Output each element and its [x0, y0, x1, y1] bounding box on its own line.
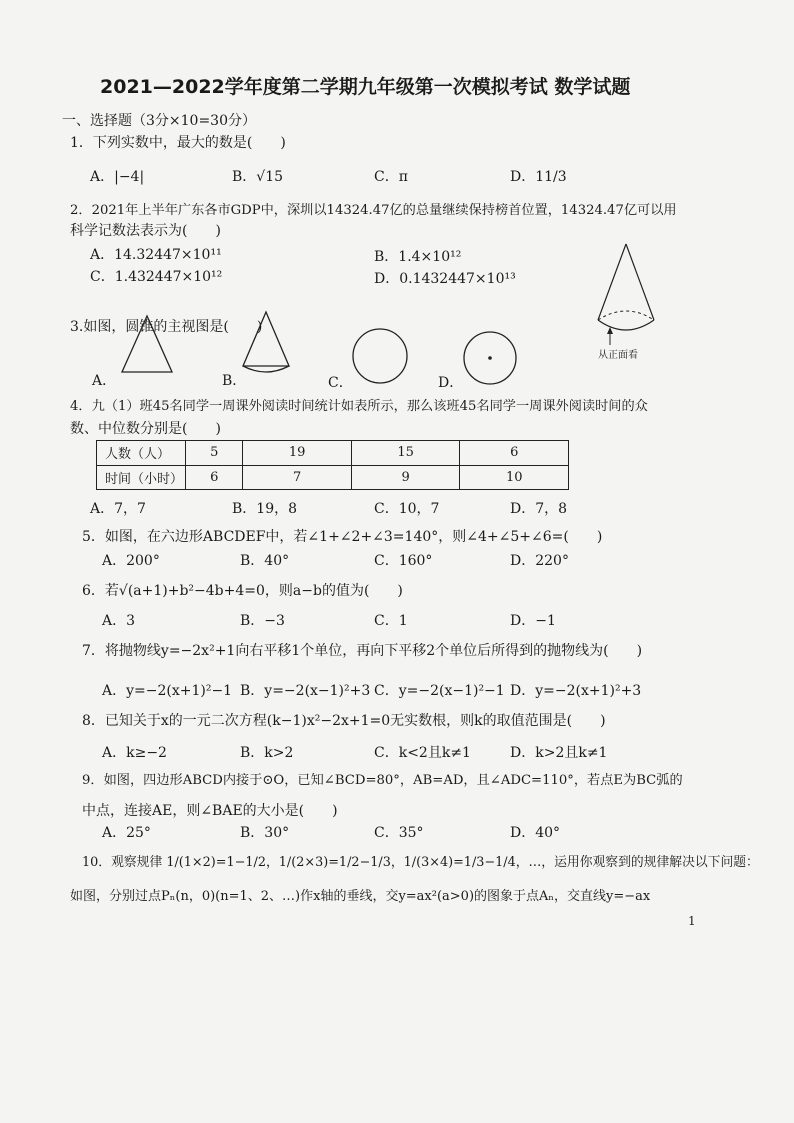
- section-heading: 一、选择题（3分×10=30分）: [62, 113, 256, 129]
- q7-option-a: A．y=−2(x+1)²−1: [102, 683, 233, 699]
- q9-option-a: A．25°: [102, 825, 151, 841]
- q3-option-c: C．: [328, 375, 353, 391]
- q8-option-b: B．k>2: [240, 745, 294, 761]
- q3-cone-b: [243, 312, 289, 366]
- q1-stem: 1．下列实数中，最大的数是( ): [70, 135, 286, 151]
- q7-option-b: B．y=−2(x−1)²+3: [240, 683, 371, 699]
- q3-stem: 3.如图，圆锥的主视图是( ): [70, 319, 263, 335]
- table-cell: 时间（小时）: [97, 465, 186, 490]
- q6-option-c: C．1: [374, 613, 408, 629]
- q4-option-a: A．7，7: [90, 501, 146, 517]
- q5-option-a: A．200°: [102, 553, 160, 569]
- q3-ref-cone-front-base: [598, 320, 654, 330]
- q4-stem-line2: 数、中位数分别是( ): [70, 421, 221, 437]
- q3-triangle-a: [122, 316, 172, 372]
- table-cell: 15: [351, 441, 460, 466]
- q2-stem-line1: 2．2021年上半年广东各市GDP中，深圳以14324.47亿的总量继续保持榜首位置，14324.47亿可以用: [70, 203, 677, 218]
- page-title: 2021—2022学年度第二学期九年级第一次模拟考试 数学试题: [100, 76, 631, 98]
- q6-stem: 6．若√(a+1)+b²−4b+4=0，则a−b的值为( ): [82, 583, 403, 599]
- table-cell: 19: [243, 441, 352, 466]
- q3-ref-cone-right: [626, 244, 654, 320]
- q10-stem-line1: 10．观察规律 1/(1×2)=1−1/2，1/(2×3)=1/2−1/3，1/(3×4)=1/3−1/4，…，运用你观察到的规律解决以下问题：: [82, 855, 759, 870]
- q2-option-a: A．14.32447×10¹¹: [90, 247, 222, 263]
- page-number: 1: [688, 914, 696, 928]
- table-cell: 5: [186, 441, 243, 466]
- q3-circle-d-center: [488, 356, 492, 360]
- q1-option-c: C．π: [374, 169, 408, 185]
- q2-option-c: C．1.432447×10¹²: [90, 269, 223, 285]
- q7-stem: 7．将抛物线y=−2x²+1向右平移1个单位，再向下平移2个单位后所得到的抛物线为( ): [82, 643, 643, 659]
- q3-cone-label: 从正面看: [598, 350, 638, 361]
- q6-option-a: A．3: [102, 613, 136, 629]
- table-cell: 7: [243, 465, 352, 490]
- q3-option-b: B．: [222, 373, 247, 389]
- q3-circle-c: [353, 329, 407, 383]
- q4-stem-line1: 4．九（1）班45名同学一周课外阅读时间统计如表所示，那么该班45名同学一周课外阅读时间的众: [70, 399, 648, 414]
- q4-option-d: D．7，8: [510, 501, 568, 517]
- q3-option-d: D．: [438, 375, 464, 391]
- table-row: [97, 465, 569, 490]
- q5-stem: 5．如图，在六边形ABCDEF中，若∠1+∠2+∠3=140°，则∠4+∠5+∠6=( ): [82, 529, 603, 545]
- q5-option-b: B．40°: [240, 553, 290, 569]
- q3-ref-cone-left: [598, 244, 626, 320]
- q3-option-a: A．: [92, 373, 117, 389]
- q9-option-c: C．35°: [374, 825, 424, 841]
- q10-stem-line2: 如图，分别过点Pₙ(n，0)(n=1、2、…)作x轴的垂线，交y=ax²(a>0)的图象于点Aₙ，交直线y=−ax: [70, 889, 651, 904]
- q3-ref-cone-back-base: [598, 311, 654, 320]
- q7-option-c: C．y=−2(x−1)²−1: [374, 683, 505, 699]
- q8-option-c: C．k<2且k≠1: [374, 745, 471, 761]
- q8-option-a: A．k≥−2: [102, 745, 167, 761]
- q8-stem: 8．已知关于x的一元二次方程(k−1)x²−2x+1=0无实数根，则k的取值范围是( ): [82, 713, 606, 729]
- q2-stem-line2: 科学记数法表示为( ): [70, 223, 221, 239]
- q1-option-d: D．11/3: [510, 169, 567, 185]
- q3-cone-b-base: [243, 366, 289, 372]
- q7-option-d: D．y=−2(x+1)²+3: [510, 683, 642, 699]
- q4-option-b: B．19，8: [232, 501, 298, 517]
- q2-option-d: D．0.1432447×10¹³: [374, 271, 516, 287]
- q9-stem-line2: 中点，连接AE，则∠BAE的大小是( ): [82, 803, 338, 819]
- table-cell: 6: [460, 441, 569, 466]
- q6-option-d: D．−1: [510, 613, 556, 629]
- q5-option-d: D．220°: [510, 553, 569, 569]
- table-cell: 人数（人）: [97, 441, 186, 466]
- q9-option-d: D．40°: [510, 825, 561, 841]
- table-cell: 9: [351, 465, 460, 490]
- table-cell: 6: [186, 465, 243, 490]
- q9-option-b: B．30°: [240, 825, 290, 841]
- table-cell: 10: [460, 465, 569, 490]
- q1-option-a: A．|−4|: [90, 169, 145, 185]
- q5-option-c: C．160°: [374, 553, 433, 569]
- q1-option-b: B．√15: [232, 169, 284, 185]
- q4-table: [96, 440, 569, 490]
- table-row: [97, 441, 569, 466]
- q8-option-d: D．k>2且k≠1: [510, 745, 608, 761]
- q9-stem-line1: 9．如图，四边形ABCD内接于⊙O，已知∠BCD=80°，AB=AD，且∠ADC=110°，若点E为BC弧的: [82, 773, 683, 788]
- q4-option-c: C．10，7: [374, 501, 440, 517]
- q6-option-b: B．−3: [240, 613, 285, 629]
- q2-option-b: B．1.4×10¹²: [374, 249, 462, 265]
